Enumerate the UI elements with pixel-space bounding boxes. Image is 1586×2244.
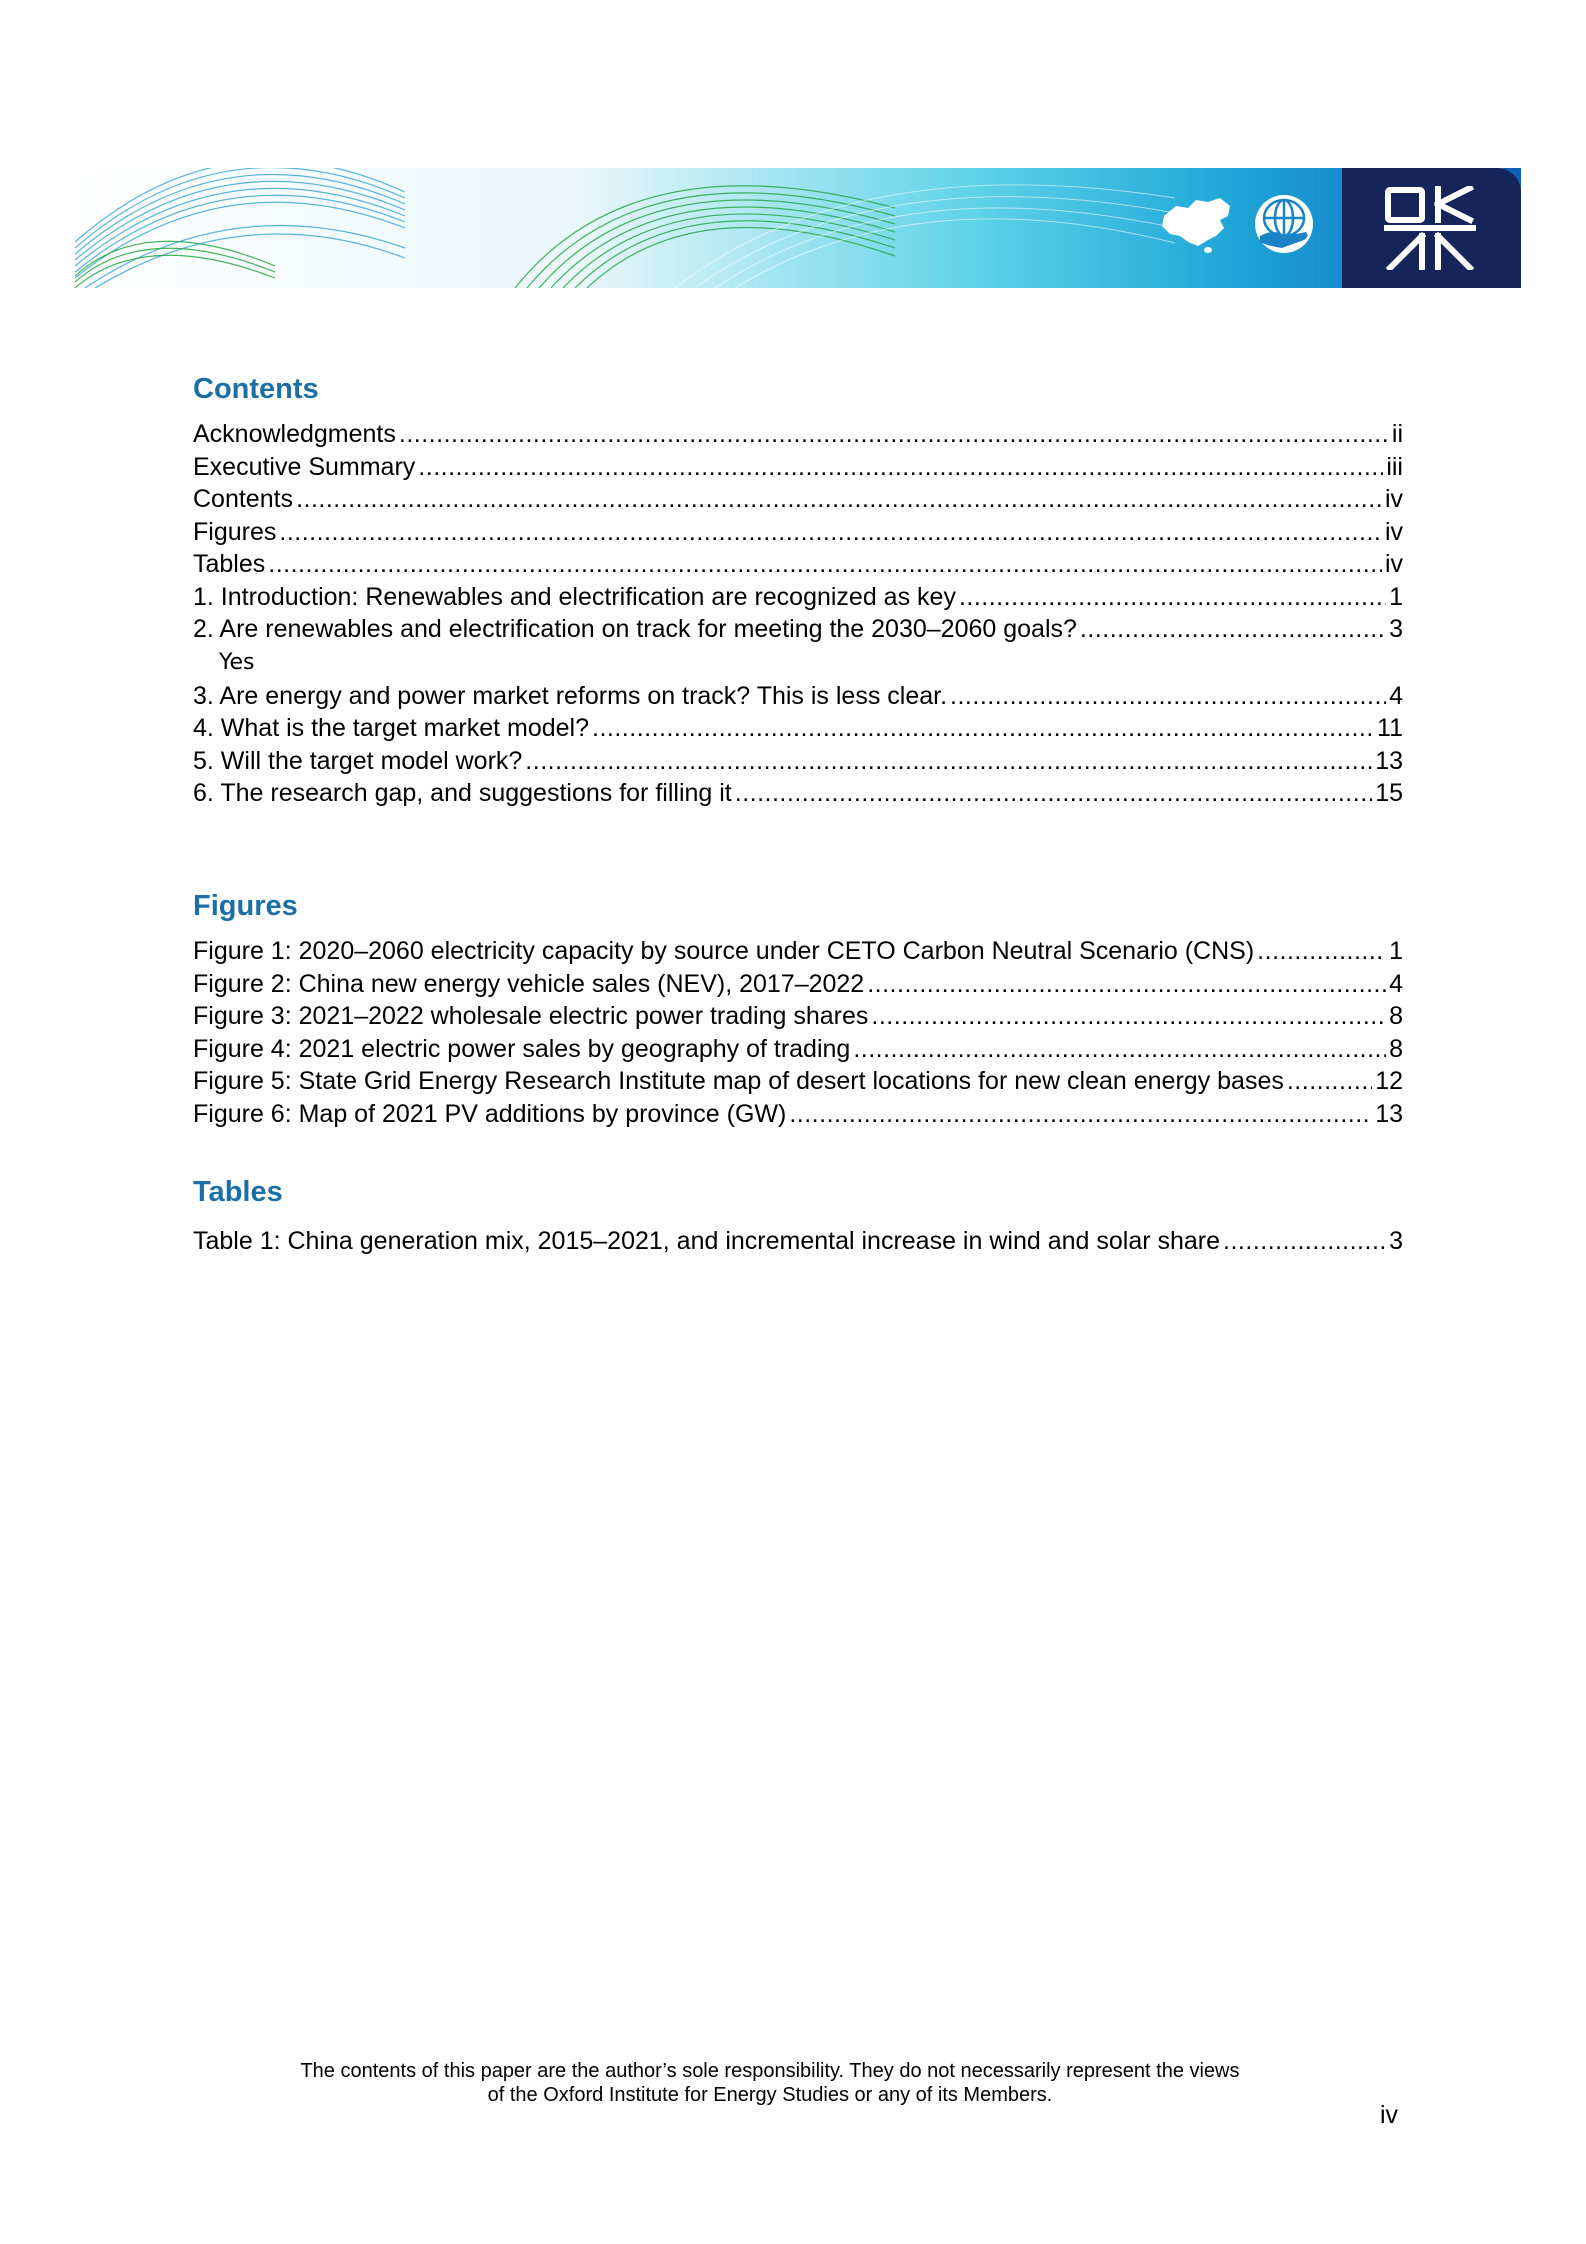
toc-entry-contents[interactable]: Contents ..... iv [193, 483, 1403, 516]
figures-heading: Figures [193, 890, 298, 922]
tables-list [193, 1225, 1403, 1258]
toc-entry-market-reforms[interactable]: 3. Are energy and power market reforms on track? This is less clear. ..... 4 [193, 680, 1403, 713]
globe-hand-icon [1252, 192, 1316, 256]
toc-entry-target-model[interactable]: 4. What is the target market model? ..... 11 [193, 712, 1403, 745]
figures-list [193, 935, 1403, 1130]
tables-heading: Tables [193, 1176, 283, 1208]
figure-entry-3[interactable]: Figure 3: 2021–2022 wholesale electric power trading shares ..... 8 [193, 1000, 1403, 1033]
toc-entry-renewables-on-track[interactable]: 2. Are renewables and electrification on track for meeting the 2030–2060 goals? ..... 3 [193, 613, 1403, 646]
figure-entry-5[interactable]: Figure 5: State Grid Energy Research Institute map of desert locations for new clean energy bases ..... 12 [193, 1065, 1403, 1098]
oies-logo [1342, 168, 1521, 288]
toc-entry-introduction[interactable]: 1. Introduction: Renewables and electrification are recognized as key ..... 1 [193, 581, 1403, 614]
toc-entry-tables[interactable]: Tables ..... iv [193, 548, 1403, 581]
toc-entry-research-gap[interactable]: 6. The research gap, and suggestions for filling it ..... 15 [193, 777, 1403, 810]
toc-entry-continuation: Yes [219, 649, 255, 675]
toc-entry-acknowledgments[interactable]: Acknowledgments ..... ii [193, 418, 1403, 451]
contents-heading: Contents [193, 373, 319, 405]
page-number: iv [1380, 2101, 1399, 2129]
disclaimer-line-1: The contents of this paper are the author’s sole responsibility. They do not necessarily represent the views [300, 2060, 1240, 2082]
figure-entry-6[interactable]: Figure 6: Map of 2021 PV additions by province (GW) ..... 13 [193, 1098, 1403, 1131]
disclaimer-line-2: of the Oxford Institute for Energy Studies or any of its Members. [487, 2084, 1053, 2106]
toc-entry-figures[interactable]: Figures ..... iv [193, 516, 1403, 549]
figure-entry-1[interactable]: Figure 1: 2020–2060 electricity capacity by source under CETO Carbon Neutral Scenario (CNS) ..... 1 [193, 935, 1403, 968]
disclaimer [200, 2059, 1340, 2107]
figure-entry-2[interactable]: Figure 2: China new energy vehicle sales (NEV), 2017–2022 ..... 4 [193, 968, 1403, 1001]
contents-list [193, 418, 1403, 810]
table-entry-1[interactable]: Table 1: China generation mix, 2015–2021, and incremental increase in wind and solar share ..... 3 [193, 1225, 1403, 1258]
oies-logo-icon [1384, 186, 1476, 270]
toc-entry-will-model-work[interactable]: 5. Will the target model work? ..... 13 [193, 745, 1403, 778]
china-map-icon [1158, 196, 1236, 254]
toc-entry-executive-summary[interactable]: Executive Summary ..... iii [193, 451, 1403, 484]
figure-entry-4[interactable]: Figure 4: 2021 electric power sales by geography of trading ..... 8 [193, 1033, 1403, 1066]
